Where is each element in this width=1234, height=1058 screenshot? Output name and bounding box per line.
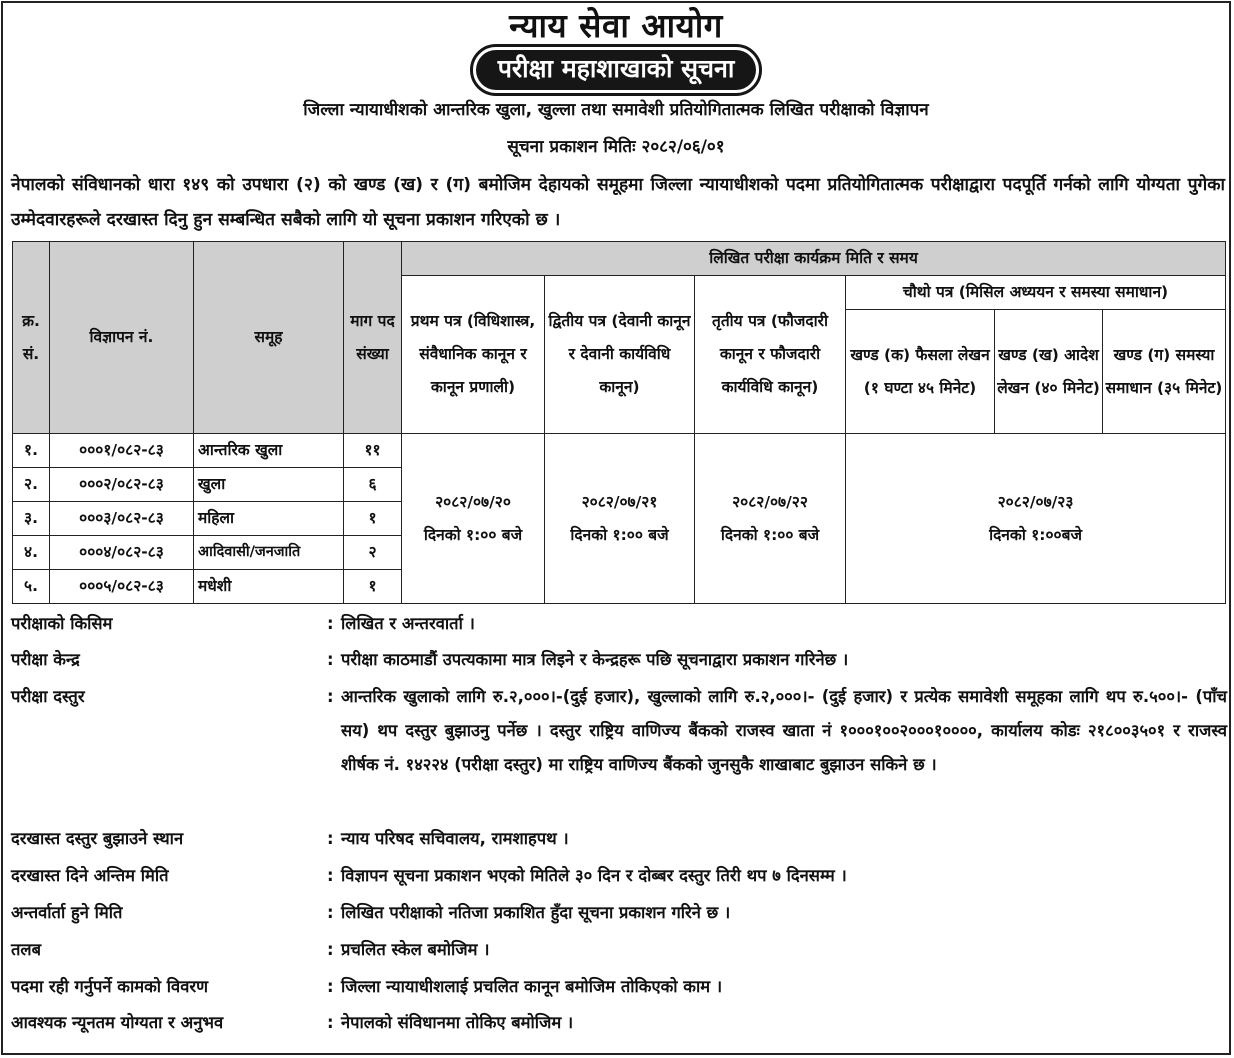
organization-title: न्याय सेवा आयोग	[509, 6, 723, 45]
detail-label: अन्तर्वार्ता हुने मिति	[11, 903, 123, 922]
row-posts: १	[344, 502, 402, 536]
row-sn: २.	[13, 468, 50, 502]
paper4-time: दिनको १:००बजे	[989, 525, 1082, 544]
notice-page	[1, 1, 1231, 1055]
row-group: खुला	[194, 468, 344, 502]
detail-interview-date	[11, 895, 1227, 932]
row-sn: ५.	[13, 570, 50, 604]
detail-value: प्रचलित स्केल बमोजिम ।	[341, 940, 490, 959]
paper1-time: दिनको १:०० बजे	[423, 525, 523, 544]
detail-value: विज्ञापन सूचना प्रकाशन भएको मितिले ३० दिन र दोब्बर दस्तुर तिरी थप ७ दिनसम्म ।	[341, 866, 847, 885]
header-adv-no: विज्ञापन नं.	[50, 242, 194, 434]
row-posts: १	[344, 570, 402, 604]
detail-label: परीक्षाको किसिम	[11, 614, 113, 633]
detail-colon: :	[327, 903, 334, 922]
header-group: समूह	[194, 242, 344, 434]
header-section-c: खण्ड (ग) समस्या समाधान (३५ मिनेट)	[1103, 310, 1226, 434]
intro-paragraph: नेपालको संविधानको धारा १४९ को उपधारा (२) को खण्ड (ख) र (ग) बमोजिम देहायको समूहमा जिल्ला न्यायाधीशको पदमा प्रतियोगितात्मक परीक्षाद्वारा पदपूर्ति गर्नको लागि योग्यता पुगेका उम्मेदवारहरूले दरखास्त दिनु हुन सम्बन्धित सबैको लागि यो सूचना प्रकाशन गरिएको छ ।	[11, 175, 1225, 230]
detail-label: आवश्यक न्यूनतम योग्यता र अनुभव	[11, 1013, 224, 1032]
row-adv-no: ०००२/०८२-८३	[50, 468, 194, 502]
detail-exam-type	[11, 608, 1227, 642]
paper3-time: दिनको १:०० बजे	[720, 525, 820, 544]
header-sn: क्र. सं.	[13, 242, 50, 434]
detail-colon: :	[327, 650, 334, 669]
detail-exam-fee	[11, 680, 1227, 822]
detail-colon: :	[327, 940, 334, 959]
row-sn: ४.	[13, 536, 50, 570]
header-schedule: लिखित परीक्षा कार्यक्रम मिति र समय	[402, 242, 1226, 276]
detail-label: परीक्षा दस्तुर	[11, 687, 85, 706]
paper4-schedule-cell	[846, 434, 1226, 604]
header-paper3: तृतीय पत्र (फौजदारी कानून र फौजदारी कार्यविधि कानून)	[695, 276, 846, 434]
detail-value: नेपालको संविधानमा तोकिए बमोजिम ।	[341, 1013, 574, 1032]
header-section-a: खण्ड (क) फैसला लेखन (१ घण्टा ४५ मिनेट)	[846, 310, 995, 434]
detail-exam-center	[11, 642, 1227, 680]
detail-colon: :	[327, 866, 334, 885]
header-paper4: चौथो पत्र (मिसिल अध्ययन र समस्या समाधान)	[846, 276, 1226, 310]
detail-colon: :	[327, 614, 334, 633]
detail-label: पदमा रही गर्नुपर्ने कामको विवरण	[11, 977, 209, 996]
exam-schedule-table	[12, 241, 1226, 604]
row-group: आन्तरिक खुला	[194, 434, 344, 468]
row-adv-no: ०००१/०८२-८३	[50, 434, 194, 468]
notice-subtitle: जिल्ला न्यायाधीशको आन्तरिक खुला, खुल्ला तथा समावेशी प्रतियोगितात्मक लिखित परीक्षाको विज्ञापन	[303, 100, 929, 120]
detail-colon: :	[327, 1013, 334, 1032]
table-row	[13, 434, 1226, 468]
detail-value: आन्तरिक खुलाको लागि रु.२,०००।-(दुई हजार), खुल्लाको लागि रु.२,०००।- (दुई हजार) र प्रत्येक समावेशी समूहका लागि थप रु.५००।- (पाँच सय) थप दस्तुर बुझाउनु पर्नेछ । दस्तुर राष्ट्रिय वाणिज्य बैंकको राजस्व खाता नं १०००१००२०००१००००, कार्यालय कोडः २१८००३५०१ र राजस्व शीर्षक नं. १४२२४ (परीक्षा दस्तुर) मा राष्ट्रिय वाणिज्य बैंकको जुनसुकै शाखाबाट बुझाउन सकिने छ ।	[341, 687, 1227, 774]
row-group: महिला	[194, 502, 344, 536]
header-paper2: द्वितीय पत्र (देवानी कानून र देवानी कार्यविधि कानून)	[545, 276, 695, 434]
detail-deadline	[11, 858, 1227, 895]
paper1-schedule-cell	[402, 434, 545, 604]
detail-value: परीक्षा काठमाडौं उपत्यकामा मात्र लिइने र केन्द्रहरू पछि सूचनाद्वारा प्रकाशन गरिनेछ ।	[341, 650, 849, 669]
detail-label: परीक्षा केन्द्र	[11, 650, 80, 669]
paper1-date: २०८२/०७/२०	[435, 492, 511, 511]
detail-colon: :	[327, 687, 334, 706]
header-paper1: प्रथम पत्र (विधिशास्त्र, संवैधानिक कानून र कानून प्रणाली)	[402, 276, 545, 434]
row-group: आदिवासी/जनजाति	[194, 536, 344, 570]
detail-value: लिखित र अन्तरवार्ता ।	[341, 614, 475, 633]
detail-fee-location	[11, 822, 1227, 858]
row-posts: ११	[344, 434, 402, 468]
detail-label: तलब	[11, 940, 42, 959]
detail-label: दरखास्त दिने अन्तिम मिति	[11, 866, 169, 885]
row-sn: ३.	[13, 502, 50, 536]
row-adv-no: ०००५/०८२-८३	[50, 570, 194, 604]
paper2-time: दिनको १:०० बजे	[570, 525, 669, 544]
paper2-schedule-cell	[545, 434, 695, 604]
notice-banner-wrap	[3, 50, 1229, 90]
detail-label: दरखास्त दस्तुर बुझाउने स्थान	[11, 829, 184, 848]
row-posts: ६	[344, 468, 402, 502]
publish-date: सूचना प्रकाशन मितिः २०८२/०६/०१	[507, 137, 725, 157]
paper3-schedule-cell	[695, 434, 846, 604]
row-sn: १.	[13, 434, 50, 468]
detail-colon: :	[327, 977, 334, 996]
header-posts: माग पद संख्या	[344, 242, 402, 434]
detail-qualification	[11, 1006, 1227, 1042]
detail-value: न्याय परिषद सचिवालय, रामशाहपथ ।	[341, 829, 569, 848]
notice-banner: परीक्षा महाशाखाको सूचना	[476, 50, 757, 90]
detail-job-description	[11, 969, 1227, 1006]
detail-value: लिखित परीक्षाको नतिजा प्रकाशित हुँदा सूचना प्रकाशन गरिने छ ।	[341, 903, 731, 922]
row-adv-no: ०००३/०८२-८३	[50, 502, 194, 536]
header-section-b: खण्ड (ख) आदेश लेखन (४० मिनेट)	[995, 310, 1103, 434]
detail-salary	[11, 932, 1227, 969]
notice-details	[11, 608, 1227, 1042]
row-posts: २	[344, 536, 402, 570]
row-adv-no: ०००४/०८२-८३	[50, 536, 194, 570]
detail-value: जिल्ला न्यायाधीशलाई प्रचलित कानून बमोजिम तोकिएको काम ।	[341, 977, 723, 996]
paper4-date: २०८२/०७/२३	[997, 492, 1074, 511]
paper2-date: २०८२/०७/२१	[581, 492, 658, 511]
detail-colon: :	[327, 829, 334, 848]
row-group: मधेशी	[194, 570, 344, 604]
paper3-date: २०८२/०७/२२	[732, 492, 808, 511]
